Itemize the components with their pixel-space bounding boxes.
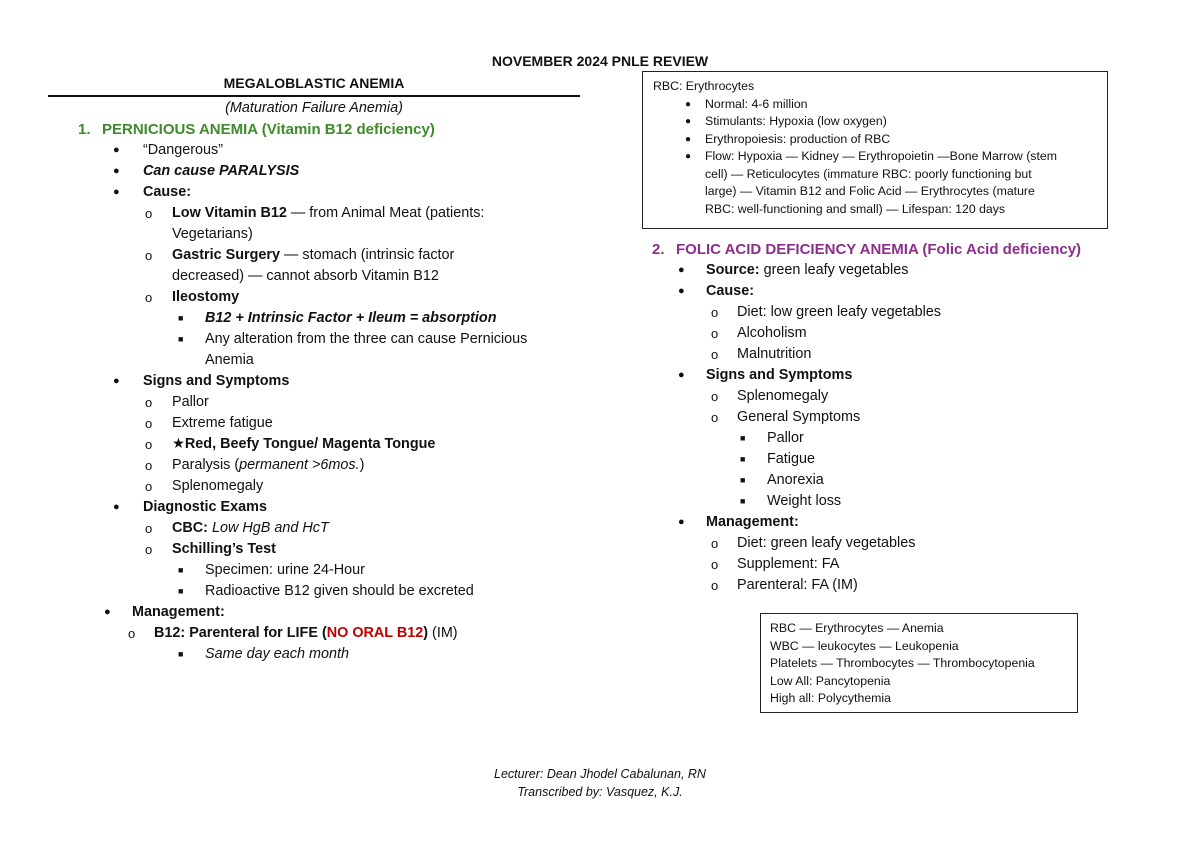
item-text: CBC: <box>172 520 208 536</box>
box-line: Low All: Pancytopenia <box>770 673 891 688</box>
item-text: Anemia <box>205 352 254 368</box>
item-text: ★Red, Beefy Tongue/ Magenta Tongue <box>172 436 436 452</box>
heading-text: PERNICIOUS ANEMIA (Vitamin B12 deficiency) <box>102 121 435 138</box>
item-text: Extreme fatigue <box>172 415 273 431</box>
item-text: Splenomegaly <box>172 478 264 494</box>
box-line: Platelets — Thrombocytes — Thrombocytopenia <box>770 656 1035 670</box>
box-line: RBC — Erythrocytes — Anemia <box>770 621 944 635</box>
square-bullet-icon: ■ <box>740 496 746 506</box>
item-text: Parenteral: FA (IM) <box>737 577 858 593</box>
list-item <box>48 329 580 371</box>
bullet-icon: ● <box>685 133 692 145</box>
list-item <box>48 287 580 308</box>
circle-bullet-icon: o <box>711 389 719 404</box>
list-item <box>653 96 1107 114</box>
item-text: Diagnostic Exams <box>143 499 267 515</box>
bullet-icon: ● <box>685 98 692 110</box>
list-item <box>48 182 580 203</box>
item-text: cell) — Reticulocytes (immature RBC: poorly functioning but <box>705 166 1032 181</box>
item-text: Alcoholism <box>737 325 807 341</box>
circle-bullet-icon: o <box>711 326 719 341</box>
bullet-icon: ● <box>113 501 120 513</box>
list-item <box>48 560 580 581</box>
item-text: Radioactive B12 given should be excreted <box>205 583 474 599</box>
list-item <box>652 407 1132 428</box>
item-text: decreased) — cannot absorb Vitamin B12 <box>172 268 439 284</box>
circle-bullet-icon: o <box>145 479 153 494</box>
footer-lecturer: Lecturer: Dean Jhodel Cabalunan, RN <box>494 767 706 781</box>
item-text: Anorexia <box>767 472 824 488</box>
item-text: Specimen: urine 24-Hour <box>205 562 365 578</box>
item-text: Pallor <box>172 394 209 410</box>
item-text: Splenomegaly <box>737 388 829 404</box>
item-text: Fatigue <box>767 451 815 467</box>
section-title: MEGALOBLASTIC ANEMIA <box>223 75 405 91</box>
item-text: ) <box>423 625 429 641</box>
item-text: Diet: low green leafy vegetables <box>737 304 941 320</box>
item-text: — from Animal Meat (patients: <box>286 205 485 221</box>
circle-bullet-icon: o <box>145 416 153 431</box>
list-item <box>652 365 1132 386</box>
bullet-icon: ● <box>678 264 685 276</box>
list-item <box>48 413 580 434</box>
heading-number: 1. <box>78 121 91 138</box>
circle-bullet-icon: o <box>145 290 153 305</box>
bullet-icon: ● <box>678 516 685 528</box>
bullet-icon: ● <box>113 375 120 387</box>
list-item <box>48 434 580 455</box>
list-item <box>48 455 580 476</box>
item-text: Flow: Hypoxia — Kidney — Erythropoietin —Bone Marrow (stem <box>705 149 1057 163</box>
heading-pernicious-anemia <box>48 119 580 140</box>
left-column <box>48 73 580 665</box>
list-item <box>652 533 1132 554</box>
list-item <box>48 203 580 245</box>
circle-bullet-icon: o <box>711 347 719 362</box>
item-text: General Symptoms <box>737 409 861 425</box>
circle-bullet-icon: o <box>145 248 153 263</box>
list-item <box>653 131 1107 149</box>
list-item <box>48 371 580 392</box>
item-text: Normal: 4-6 million <box>705 96 808 111</box>
item-text: Source: <box>706 262 760 278</box>
item-text: Management: <box>132 604 225 620</box>
item-text: Supplement: FA <box>737 556 840 572</box>
circle-bullet-icon: o <box>711 536 719 551</box>
list-item <box>653 113 1107 131</box>
square-bullet-icon: ■ <box>178 565 184 575</box>
bullet-icon: ● <box>678 285 685 297</box>
circle-bullet-icon: o <box>711 557 719 572</box>
box-line: High all: Polycythemia <box>770 691 891 705</box>
item-text: large) — Vitamin B12 and Folic Acid — Erythrocytes (mature <box>705 184 1035 198</box>
bullet-icon: ● <box>685 151 692 162</box>
list-item <box>652 281 1132 302</box>
box-title: RBC: Erythrocytes <box>653 79 755 93</box>
item-text: Signs and Symptoms <box>143 373 290 389</box>
heading-text: FOLIC ACID DEFICIENCY ANEMIA (Folic Acid deficiency) <box>676 241 1082 258</box>
item-text: Ileostomy <box>172 289 240 305</box>
square-bullet-icon: ■ <box>178 649 184 659</box>
list-item <box>48 140 580 161</box>
list-item <box>48 581 580 602</box>
circle-bullet-icon: o <box>711 305 719 320</box>
box-line: WBC — leukocytes — Leukopenia <box>770 638 959 653</box>
list-item <box>48 245 580 287</box>
page-title: NOVEMBER 2024 PNLE REVIEW <box>491 53 709 69</box>
circle-bullet-icon: o <box>145 395 153 410</box>
bullet-icon: ● <box>113 144 120 156</box>
circle-bullet-icon: o <box>145 458 153 473</box>
list-item <box>652 428 1132 449</box>
item-text: Malnutrition <box>737 346 812 362</box>
circle-bullet-icon: o <box>145 521 153 536</box>
list-item <box>48 539 580 560</box>
square-bullet-icon: ■ <box>178 313 184 323</box>
list-item <box>652 323 1132 344</box>
bullet-icon: ● <box>113 186 120 198</box>
rbc-info-box <box>642 71 1108 229</box>
list-item <box>652 554 1132 575</box>
list-item <box>48 161 580 182</box>
list-item <box>48 308 580 329</box>
item-text: Vegetarians) <box>172 226 253 242</box>
list-item <box>48 497 580 518</box>
circle-bullet-icon: o <box>128 626 136 641</box>
item-text: Management: <box>706 514 799 530</box>
item-text: RBC: well-functioning and small) — Lifespan: 120 days <box>705 201 1006 216</box>
bullet-icon: ● <box>113 165 120 177</box>
list-item <box>48 644 580 665</box>
item-text: (IM) <box>428 625 458 641</box>
item-text: Diet: green leafy vegetables <box>737 535 916 551</box>
item-text: permanent >6mos. <box>239 457 360 473</box>
footer-transcriber: Transcribed by: Vasquez, K.J. <box>517 785 683 799</box>
item-text: ) <box>359 457 365 473</box>
list-item <box>652 449 1132 470</box>
item-text: green leafy vegetables <box>759 262 909 278</box>
blood-terms-box <box>760 613 1078 713</box>
list-item <box>652 302 1132 323</box>
item-text: Any alteration from the three can cause Pernicious <box>205 331 528 347</box>
list-item <box>652 260 1132 281</box>
item-text: Can cause PARALYSIS <box>143 163 300 179</box>
item-text: Schilling’s Test <box>172 541 276 557</box>
list-item <box>652 491 1132 512</box>
square-bullet-icon: ■ <box>178 586 184 596</box>
item-text: Weight loss <box>767 493 842 509</box>
bullet-icon: ● <box>104 606 111 618</box>
circle-bullet-icon: o <box>711 578 719 593</box>
circle-bullet-icon: o <box>145 206 153 221</box>
square-bullet-icon: ■ <box>740 433 746 443</box>
section-subtitle: (Maturation Failure Anemia) <box>225 100 403 116</box>
circle-bullet-icon: o <box>145 437 153 452</box>
list-item <box>48 392 580 413</box>
right-column <box>652 239 1132 596</box>
item-text: NO ORAL B12 <box>326 625 424 641</box>
item-text: Cause: <box>706 283 754 299</box>
list-item <box>48 602 580 623</box>
item-text: Low HgB and HcT <box>207 520 329 536</box>
item-text: Pallor <box>767 430 804 446</box>
item-text: Gastric Surgery <box>172 247 280 263</box>
item-text: Paralysis ( <box>172 457 240 473</box>
item-text: Stimulants: Hypoxia (low oxygen) <box>705 114 887 128</box>
list-item <box>48 476 580 497</box>
square-bullet-icon: ■ <box>740 454 746 464</box>
item-text: Erythropoiesis: production of RBC <box>705 131 891 146</box>
list-item <box>652 470 1132 491</box>
item-text: B12 + Intrinsic Factor + Ileum = absorption <box>205 310 497 326</box>
list-item <box>652 386 1132 407</box>
circle-bullet-icon: o <box>145 542 153 557</box>
list-item <box>652 344 1132 365</box>
section-divider <box>48 95 580 97</box>
item-text: Cause: <box>143 184 191 200</box>
bullet-icon: ● <box>678 369 685 381</box>
circle-bullet-icon: o <box>711 410 719 425</box>
item-text: — stomach (intrinsic factor <box>279 247 455 263</box>
item-text: “Dangerous” <box>143 142 223 158</box>
list-item <box>48 623 580 644</box>
item-text: B12: Parenteral for LIFE ( <box>154 625 327 641</box>
square-bullet-icon: ■ <box>178 334 184 344</box>
item-text: Signs and Symptoms <box>706 367 853 383</box>
heading-folic-acid-anemia <box>652 239 1132 260</box>
square-bullet-icon: ■ <box>740 475 746 485</box>
list-item <box>652 512 1132 533</box>
item-text: Low Vitamin B12 <box>172 205 287 221</box>
list-item <box>48 518 580 539</box>
item-text: Same day each month <box>205 646 349 662</box>
list-item <box>652 575 1132 596</box>
heading-number: 2. <box>652 241 665 258</box>
bullet-icon: ● <box>685 116 692 127</box>
list-item <box>653 148 1107 218</box>
